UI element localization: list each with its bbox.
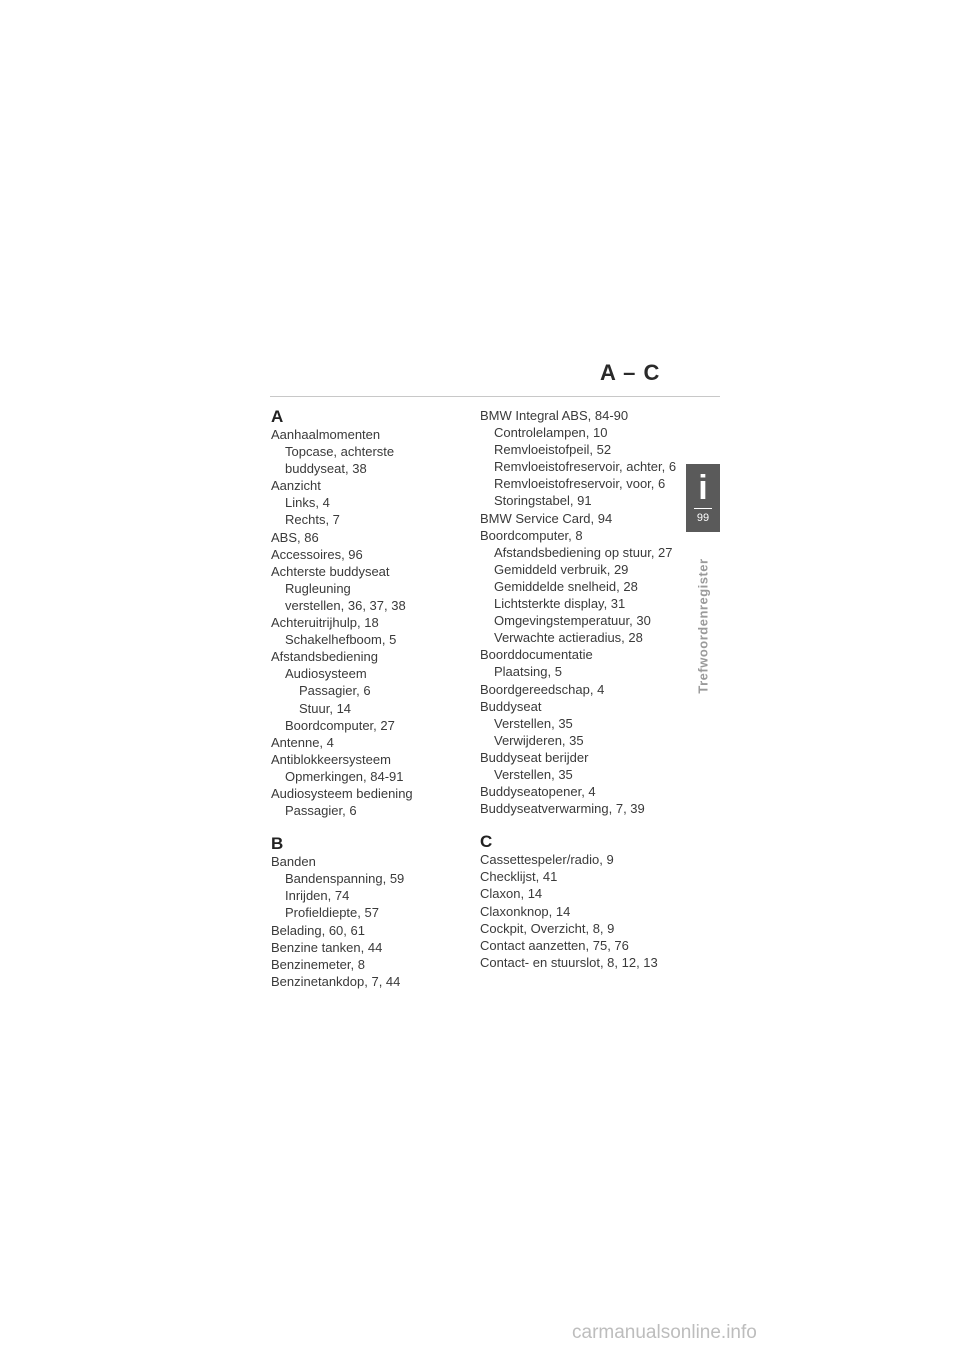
index-subentry: Boordcomputer, 27 xyxy=(285,717,395,733)
index-subentry: Lichtsterkte display, 31 xyxy=(494,596,626,612)
index-entry: ABS, 86 xyxy=(271,529,319,545)
index-entry: Belading, 60, 61 xyxy=(271,922,365,938)
index-entry: Cassettespeler/radio, 9 xyxy=(480,852,614,868)
section-letter-a: A xyxy=(271,407,284,426)
index-entry: Buddyseatverwarming, 7, 39 xyxy=(480,801,645,817)
index-subentry: Omgevingstemperatuur, 30 xyxy=(494,613,651,629)
index-entry: Banden xyxy=(271,854,316,870)
index-entry: Aanhaalmomenten xyxy=(271,427,381,442)
index-subentry: Gemiddeld verbruik, 29 xyxy=(494,561,629,577)
index-subsubentry: Stuur, 14 xyxy=(299,700,352,716)
index-subentry: Verwijderen, 35 xyxy=(494,732,584,748)
index-entry: Buddyseat xyxy=(480,698,542,714)
index-subentry: Passagier, 6 xyxy=(285,803,357,819)
index-entry: Benzinetankdop, 7, 44 xyxy=(271,973,401,989)
index-entry: Checklijst, 41 xyxy=(480,869,558,885)
index-subentry: buddyseat, 38 xyxy=(285,461,367,477)
index-entry: BMW Integral ABS, 84-90 xyxy=(480,408,629,423)
chapter-tab xyxy=(686,464,720,532)
index-entry: Contact aanzetten, 75, 76 xyxy=(480,937,629,953)
index-subsubentry: Passagier, 6 xyxy=(299,683,371,699)
index-subentry: Schakelhefboom, 5 xyxy=(285,632,397,648)
index-entry: Benzine tanken, 44 xyxy=(271,939,383,955)
index-subentry: Remvloeistofreservoir, voor, 6 xyxy=(494,476,666,492)
index-entry: Contact- en stuurslot, 8, 12, 13 xyxy=(480,954,658,970)
index-entry: Buddyseat berijder xyxy=(480,749,589,765)
index-subentry: Inrijden, 74 xyxy=(285,888,350,904)
index-subentry: Remvloeistofpeil, 52 xyxy=(494,442,612,458)
index-subentry: Opmerkingen, 84-91 xyxy=(285,768,404,784)
index-subentry: Rugleuning xyxy=(285,580,351,596)
index-entry: Achteruitrijhulp, 18 xyxy=(271,615,379,631)
index-entry: Achterste buddyseat xyxy=(271,563,390,579)
index-entry: Boordcomputer, 8 xyxy=(480,527,583,543)
index-entry: Afstandsbediening xyxy=(271,649,378,665)
index-entry: Aanzicht xyxy=(271,478,321,494)
index-entry: Antenne, 4 xyxy=(271,734,334,750)
tab-divider xyxy=(694,508,712,509)
index-entry: Boorddocumentatie xyxy=(480,647,593,663)
index-entry: Claxon, 14 xyxy=(480,886,543,902)
index-subentry: Controlelampen, 10 xyxy=(494,425,608,441)
index-entry: Cockpit, Overzicht, 8, 9 xyxy=(480,920,615,936)
index-subentry: verstellen, 36, 37, 38 xyxy=(285,597,406,613)
index-entry: Accessoires, 96 xyxy=(271,546,363,562)
section-title-vertical: Trefwoordenregister xyxy=(695,558,711,694)
page-heading: A – C xyxy=(600,360,661,385)
index-entry: Antiblokkeersysteem xyxy=(271,751,391,767)
index-subentry: Afstandsbediening op stuur, 27 xyxy=(494,544,673,560)
index-subentry: Profieldiepte, 57 xyxy=(285,905,379,921)
section-letter-b: B xyxy=(271,834,284,854)
index-subentry: Verstellen, 35 xyxy=(494,715,573,731)
index-subentry: Plaatsing, 5 xyxy=(494,664,562,680)
heading-divider xyxy=(270,396,720,397)
index-entry: Claxonknop, 14 xyxy=(480,903,571,919)
index-subentry: Storingstabel, 91 xyxy=(494,493,592,509)
index-entry: Benzinemeter, 8 xyxy=(271,956,365,972)
index-subentry: Gemiddelde snelheid, 28 xyxy=(494,578,638,594)
index-subentry: Rechts, 7 xyxy=(285,512,340,528)
watermark: carmanualsonline.info xyxy=(572,1322,757,1343)
index-entry: Audiosysteem bediening xyxy=(271,785,413,801)
index-entry: BMW Service Card, 94 xyxy=(480,510,613,526)
index-column-left xyxy=(271,407,481,990)
index-subentry: Verwachte actieradius, 28 xyxy=(494,630,643,646)
index-subentry: Verstellen, 35 xyxy=(494,766,573,782)
index-subentry: Topcase, achterste xyxy=(285,444,395,460)
index-column-right xyxy=(480,407,700,971)
page-number: 99 xyxy=(696,512,710,524)
info-icon: i xyxy=(698,469,708,507)
index-subentry: Bandenspanning, 59 xyxy=(285,871,405,887)
index-entry: Boordgereedschap, 4 xyxy=(480,681,605,697)
index-subentry: Audiosysteem xyxy=(285,666,367,682)
index-entry: Buddyseatopener, 4 xyxy=(480,784,596,800)
section-letter-c: C xyxy=(480,832,493,852)
index-subentry: Remvloeistofreservoir, achter, 6 xyxy=(494,459,677,475)
index-subentry: Links, 4 xyxy=(285,495,330,511)
